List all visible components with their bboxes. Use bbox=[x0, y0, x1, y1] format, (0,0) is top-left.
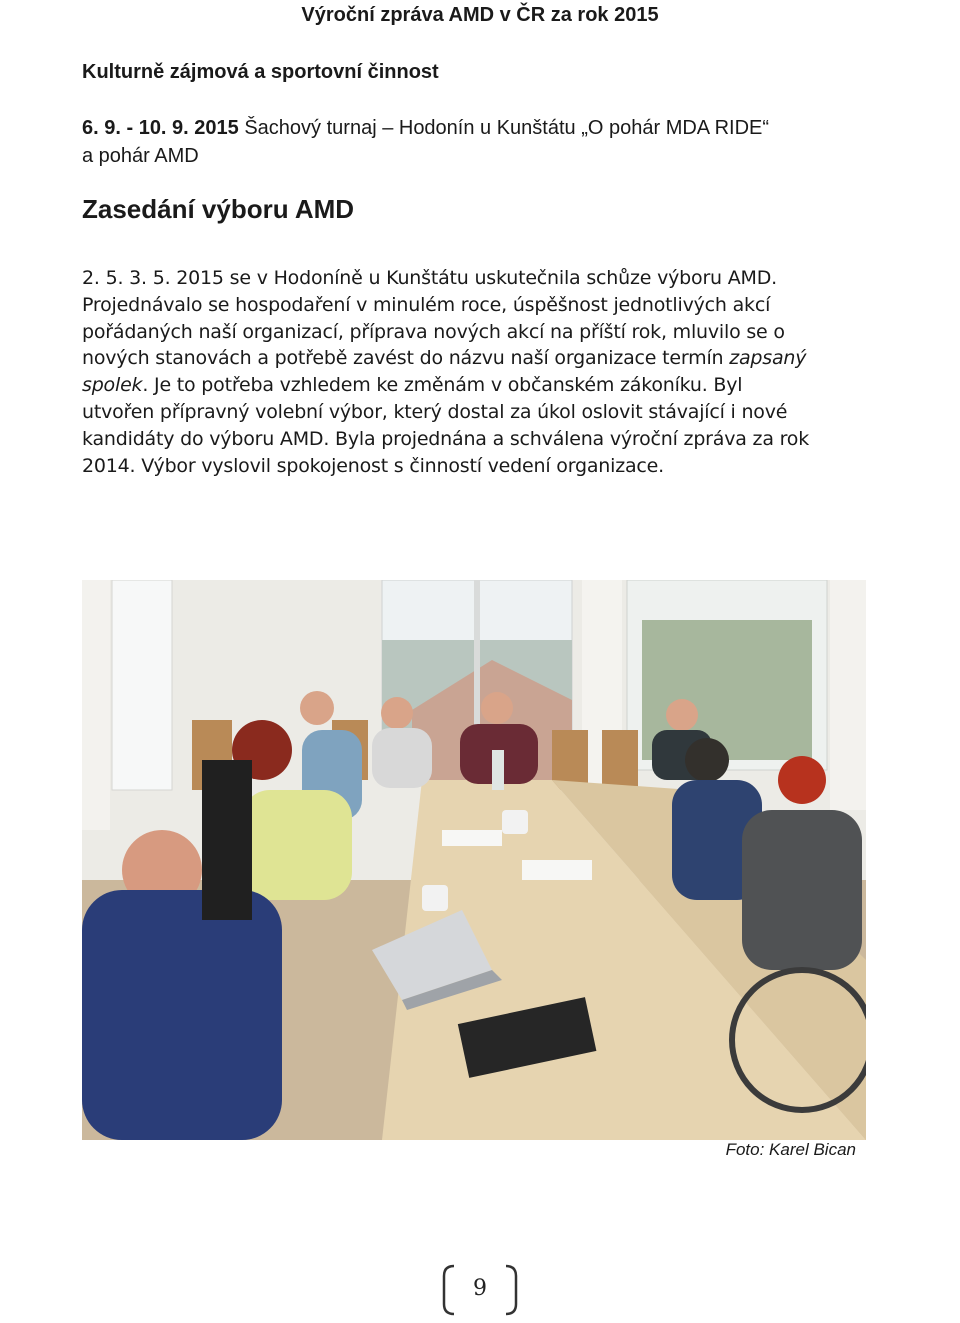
paragraph-line: pořádaných naší organizací, příprava nových akcí na příští rok, mluvilo se o bbox=[82, 320, 785, 343]
paragraph-line: 2. 5. 3. 5. 2015 se v Hodoníně u Kunštátu uskutečnila schůze výboru AMD. bbox=[82, 267, 777, 289]
page-number: 9 bbox=[473, 1276, 487, 1301]
paragraph-line: kandidáty do výboru AMD. Byla projednána a schválena výroční zpráva za rok bbox=[82, 427, 810, 450]
paragraph-line: 2014. Výbor vyslovil spokojenost s činností vedení organizace. bbox=[82, 454, 664, 477]
section-heading-meeting: Zasedání výboru AMD bbox=[82, 194, 355, 224]
page-number-badge bbox=[440, 1262, 520, 1318]
section-heading-culture: Kulturně zájmová a sportovní činnost bbox=[82, 61, 439, 83]
meeting-photo bbox=[82, 580, 866, 1140]
event-date: 6. 9. - 10. 9. 2015 bbox=[82, 117, 239, 139]
paragraph-line: utvořen přípravný volební výbor, který dostal za úkol oslovit stávající i nové bbox=[82, 400, 788, 423]
paragraph-line bbox=[82, 345, 882, 372]
italic-term-zapsany: zapsaný bbox=[729, 347, 807, 370]
event-title-line2: a pohár AMD bbox=[82, 145, 199, 167]
event-entry bbox=[82, 114, 882, 170]
event-title-line1: Šachový turnaj – Hodonín u Kunštátu „O pohár MDA RIDE“ bbox=[238, 117, 770, 139]
report-header-title: Výroční zpráva AMD v ČR za rok 2015 bbox=[301, 4, 659, 26]
paragraph-line-text: nových stanovách a potřebě zavést do názvu naší organizace termín bbox=[82, 347, 730, 370]
paragraph-line: Projednávalo se hospodaření v minulém roce, úspěšnost jednotlivých akcí bbox=[82, 293, 771, 316]
meeting-paragraph bbox=[82, 265, 882, 479]
paragraph-line-text: . Je to potřeba vzhledem ke změnám v občanském zákoníku. Byl bbox=[142, 374, 743, 397]
italic-term-spolek: spolek bbox=[82, 374, 143, 397]
paragraph-line bbox=[82, 372, 882, 399]
photo-caption: Foto: Karel Bican bbox=[725, 1140, 856, 1159]
